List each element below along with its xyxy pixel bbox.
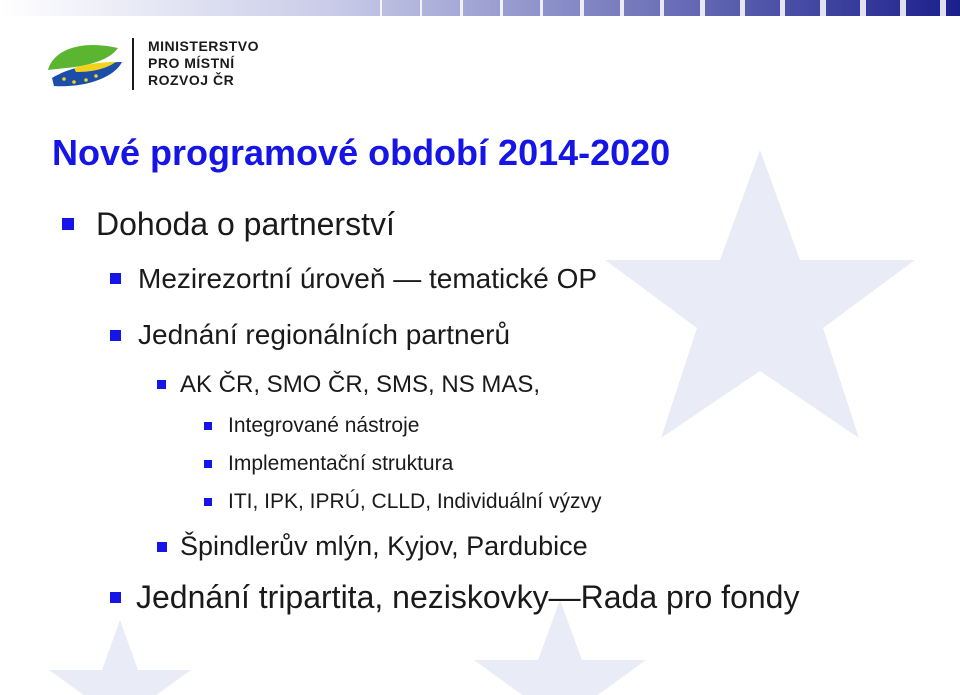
bullet-square-icon	[157, 380, 166, 389]
logo-line-3: ROZVOJ ČR	[148, 72, 235, 88]
bullet-square-icon	[110, 592, 121, 603]
list-item: Špindlerův mlýn, Kyjov, Pardubice	[180, 531, 588, 561]
list-item: Integrované nástroje	[228, 414, 420, 437]
bullet-square-icon	[204, 460, 212, 468]
bullet-square-icon	[204, 498, 212, 506]
bullet-square-icon	[157, 542, 167, 552]
list-item: Jednání regionálních partnerů	[138, 319, 511, 350]
bullet-square-icon	[110, 273, 121, 284]
slide-title: Nové programové období 2014-2020	[52, 132, 671, 173]
ministry-emblem-icon	[44, 38, 124, 90]
bullet-square-icon	[110, 330, 121, 341]
list-item: Jednání tripartita, neziskovky—Rada pro fondy	[136, 579, 800, 615]
logo-line-1: MINISTERSTVO	[148, 38, 260, 54]
logo-text	[148, 38, 259, 89]
ministry-logo	[44, 34, 294, 94]
list-item: Dohoda o partnerství	[96, 206, 395, 242]
logo-line-2: PRO MÍSTNÍ	[148, 55, 235, 71]
list-item: ITI, IPK, IPRÚ, CLLD, Individuální výzvy	[228, 490, 602, 513]
list-item: Implementační struktura	[228, 452, 454, 475]
bullet-square-icon	[62, 218, 74, 230]
bullet-square-icon	[204, 422, 212, 430]
logo-divider	[132, 38, 134, 90]
list-item: AK ČR, SMO ČR, SMS, NS MAS,	[180, 371, 541, 398]
list-item: Mezirezortní úroveň — tematické OP	[138, 263, 598, 294]
